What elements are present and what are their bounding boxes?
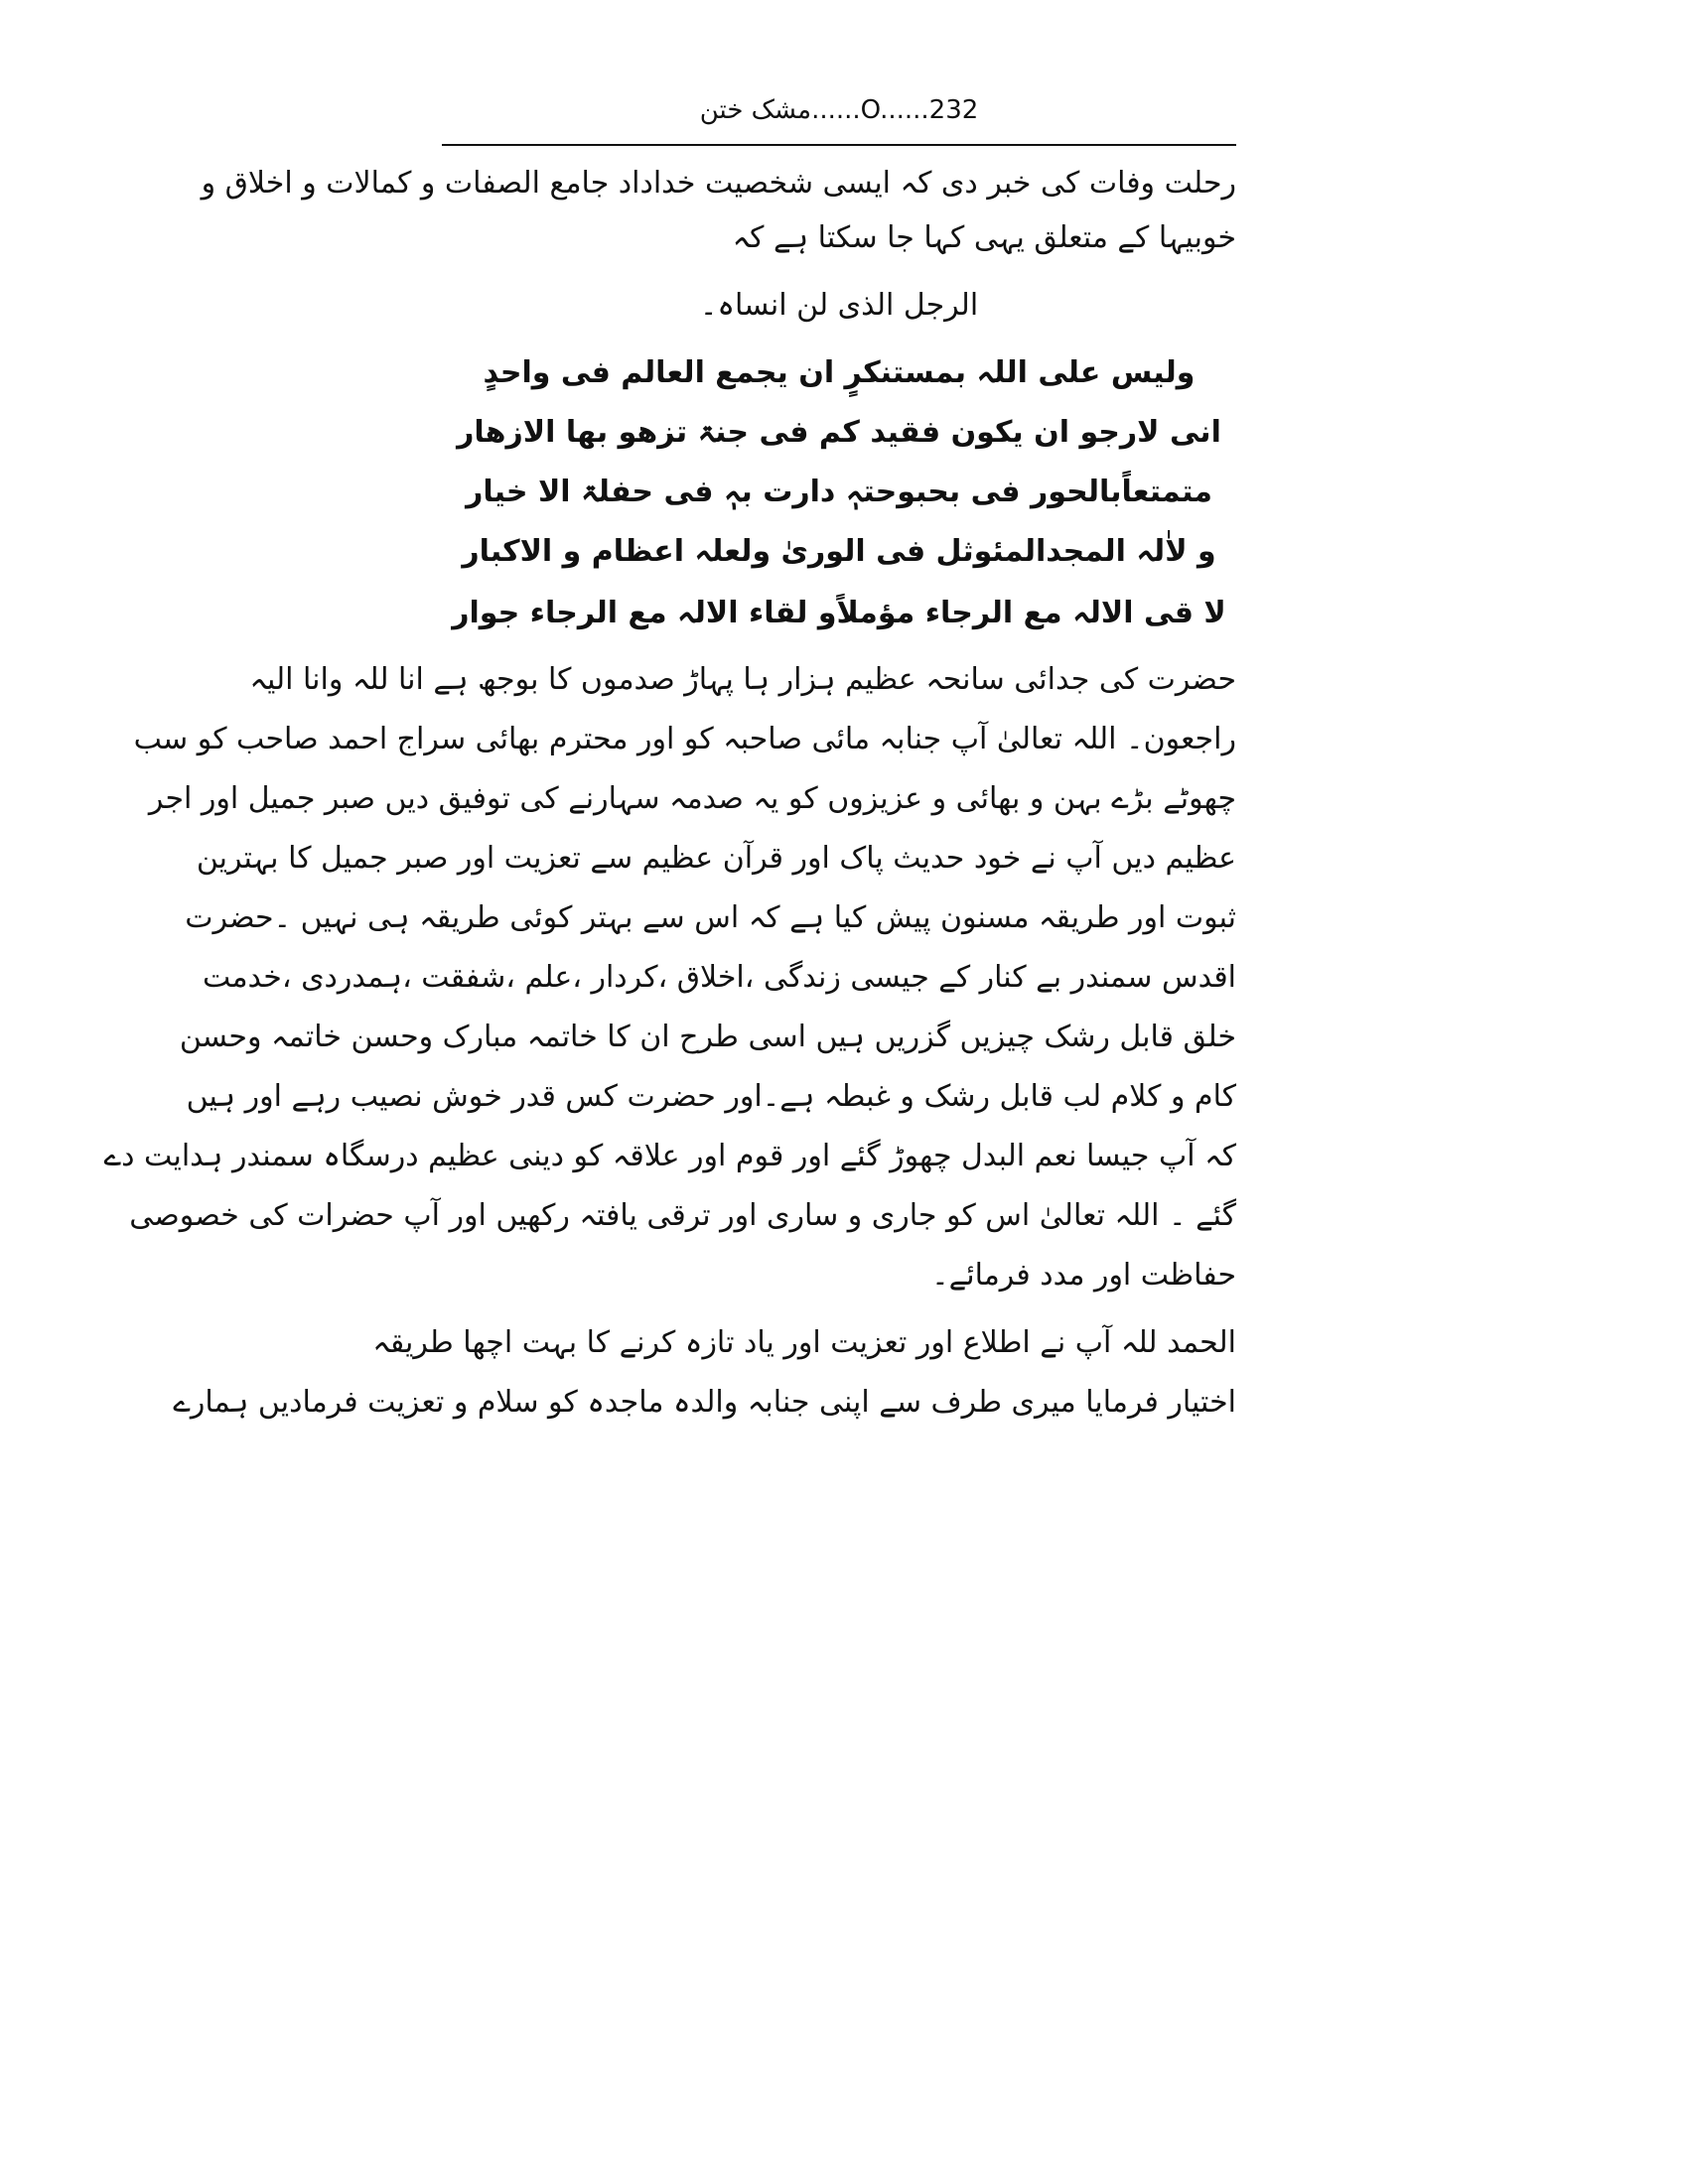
paragraph-line: چھوٹے بڑے بہن و بھائی و عزیزوں کو یہ صدمہ سہارنے کی توفیق دیں صبر جمیل اور اجر	[148, 781, 1236, 816]
intro-paragraph	[201, 159, 1236, 268]
closing-paragraph	[173, 1318, 1236, 1437]
verse-line: لا قی الالہ مع الرجاء مؤملاًو لقاء الالہ مع الرجاء جوار	[452, 596, 1226, 630]
paragraph-line: عظیم دیں آپ نے خود حدیث پاک اور قرآن عظیم سے تعزیت اور صبر جمیل کا بہترین	[196, 841, 1236, 876]
verse-line: انی لارجو ان یکون فقید کم فی جنۃ تزھو بھا الازھار	[457, 415, 1221, 450]
paragraph-line: کہ آپ جیسا نعم البدل چھوڑ گئے اور قوم اور علاقہ کو دینی عظیم درسگاہ سمندر ہدایت دے	[103, 1139, 1236, 1173]
main-paragraph	[103, 655, 1236, 1310]
running-header: مشک ختن......O......232	[699, 95, 979, 125]
verse-line: ولیس علی اللہ بمستنکرٍ ان یجمع العالم فی واحدٍ	[483, 355, 1196, 390]
paragraph-line: حضرت کی جدائی سانحہ عظیم ہزار ہا پہاڑ صدموں کا بوجھ ہے انا للہ وانا الیہ	[249, 662, 1236, 697]
intro-line: خوبیہا کے متعلق یہی کہا جا سکتا ہے کہ	[732, 220, 1236, 255]
verse-line: الرجل الذی لن انساہ۔	[699, 288, 979, 323]
paragraph-line: الحمد للہ آپ نے اطلاع اور تعزیت اور یاد تازہ کرنے کا بہت اچھا طریقہ	[372, 1325, 1236, 1360]
header-rule	[442, 144, 1236, 146]
paragraph-line: کام و کلام لب قابل رشک و غبطہ ہے۔اور حضرت کس قدر خوش نصیب رہے اور ہیں	[186, 1079, 1236, 1114]
paragraph-line: ثبوت اور طریقہ مسنون پیش کیا ہے کہ اس سے بہتر کوئی طریقہ ہی نہیں ۔حضرت	[185, 900, 1236, 935]
paragraph-line: اختیار فرمایا میری طرف سے اپنی جنابہ والدہ ماجدہ کو سلام و تعزیت فرمادیں ہمارے	[173, 1385, 1236, 1420]
paragraph-line: راجعون۔ اللہ تعالیٰ آپ جنابہ مائی صاحبہ کو اور محترم بھائی سراج احمد صاحب کو سب	[133, 722, 1236, 756]
paragraph-line: اقدس سمندر بے کنار کے جیسی زندگی ،اخلاق ،کردار ،علم ،شفقت ،ہمدردی ،خدمت	[203, 960, 1236, 995]
verse-line: و لاٰلہ المجدالمئوثل فی الوریٰ ولعلہ اعظام و الاکبار	[462, 534, 1216, 569]
intro-line: رحلت وفات کی خبر دی کہ ایسی شخصیت خداداد جامع الصفات و کمالات و اخلاق و	[201, 166, 1236, 201]
verse-line: متمتعاًبالحور فی بحبوحتہٖ دارت بہٖ فی حفلۃ الا خیار	[466, 475, 1212, 509]
paragraph-line: گئے ۔ اللہ تعالیٰ اس کو جاری و ساری اور ترقی یافتہ رکھیں اور آپ حضرات کی خصوصی	[129, 1198, 1236, 1233]
paragraph-line: حفاظت اور مدد فرمائے۔	[931, 1258, 1236, 1293]
paragraph-line: خلق قابل رشک چیزیں گزریں ہیں اسی طرح ان کا خاتمہ مبارک وحسن خاتمہ وحسن	[179, 1020, 1236, 1054]
